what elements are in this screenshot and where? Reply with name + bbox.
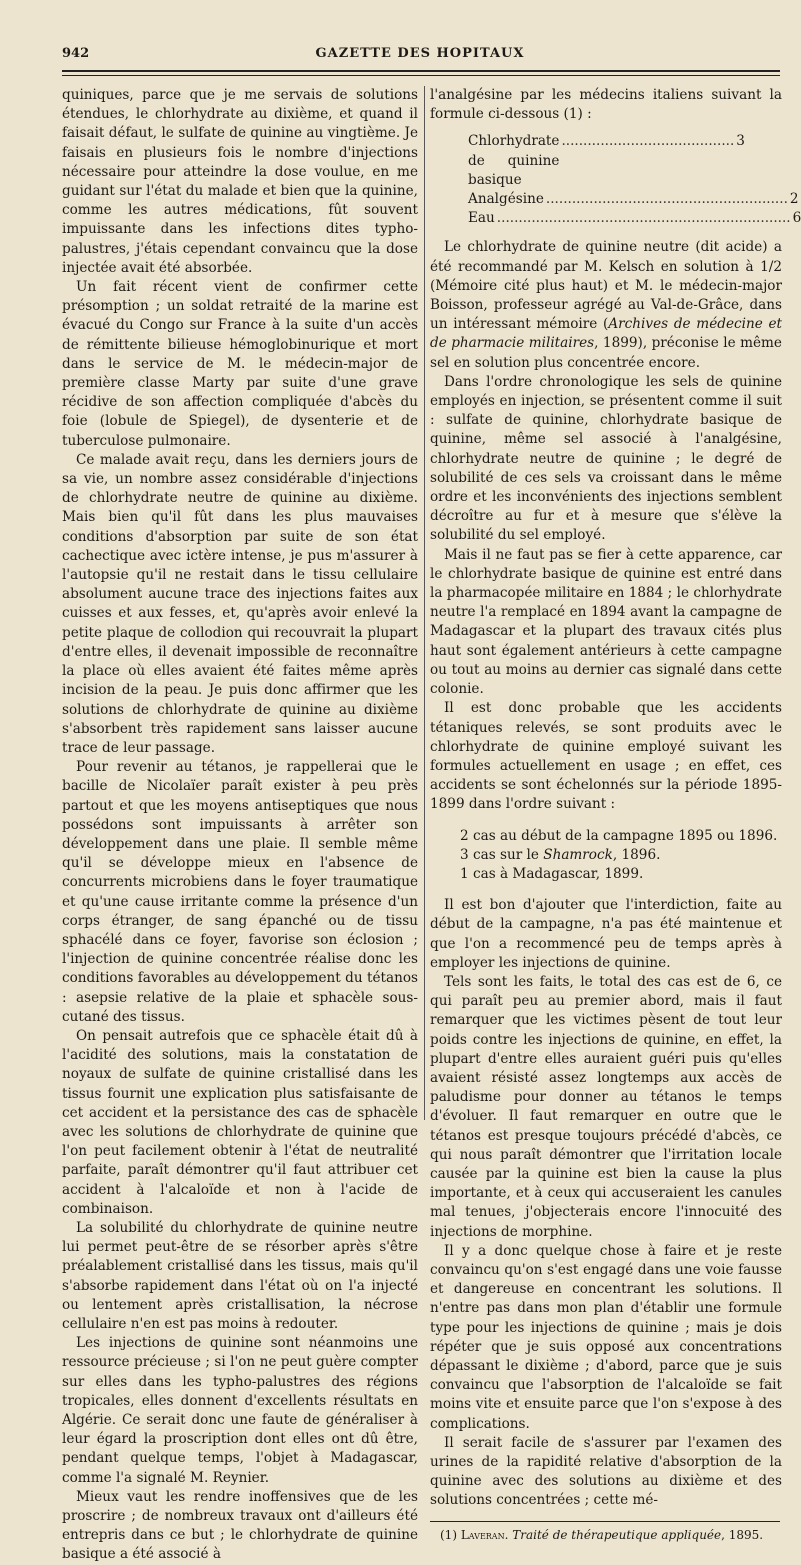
paragraph: Il est bon d'ajouter que l'interdiction, faite au début de la campagne, n'a pas été maintenue et que l'on a recommencé peu de temps après à employer les injections de quinine. xyxy=(430,897,782,971)
paragraph: Il serait facile de s'assurer par l'examen des urines de la rapidité relative d'absorption de la quinine avec des solutions au dixième et des solutions concentrées ; cette mé- xyxy=(430,1434,782,1509)
paragraph: Mieux vaut les rendre inoffensives que de les proscrire ; de nombreux travaux ont d'ailleurs été entrepris dans ce but ; le chlorhydrate de quinine basique a été associé à xyxy=(62,1488,418,1563)
paragraph: l'analgésine par les médecins italiens suivant la formule ci-dessous (1) : xyxy=(430,87,782,123)
text-run: 3 cas sur le xyxy=(460,846,544,863)
dot-leader: .................................................................... xyxy=(496,210,791,227)
left-column xyxy=(62,86,418,1565)
footnote-mark: (1) xyxy=(440,1527,461,1542)
formula-amount: 3 xyxy=(736,133,745,150)
paragraph: Pour revenir au tétanos, je rappellerai que le bacille de Nicolaïer paraît exister à peu près partout et que les moyens antiseptiques que nous possédons sont impuissants à arrêter son développement dans une plaie. Il semble même qu'il se développe mieux en l'absence de concurrents microbiens dans le foyer traumatique et qu'une cause irritante comme la présence d'un corps étranger, de sang épanché ou de tissu sphacélé dans ce foyer, favorise son éclosion ; l'injection de quinine concentrée réalise donc les conditions favorables au développement du tétanos : asepsie relative de la plaie et sphacèle sous-cutané des tissus. xyxy=(62,759,418,1025)
paragraph xyxy=(430,238,782,372)
running-title: GAZETTE DES HOPITAUX xyxy=(315,46,525,61)
formula-amount: 2 xyxy=(789,191,799,208)
footnote-year: , 1895. xyxy=(721,1527,764,1542)
paragraph: Un fait récent vient de confirmer cette présomption ; un soldat retraité de la marine est évacué du Congo sur France à la suite d'un accès de rémittente bilieuse hémoglobinurique et mort dans le service de M. le médecin-major de première classe Marty par suite d'une grave récidive de son affection compliquée d'abcès du foie (lobule de Spiegel), de dysenterie et de tuberculose pulmonaire. xyxy=(62,279,418,449)
paragraph: Il y a donc quelque chose à faire et je reste convaincu qu'on s'est engagé dans une voie fausse et dangereuse en concentrant les solutions. Il n'entre pas dans mon plan d'établir une formule type pour les injections de quinine ; mais je dois répéter que je suis opposé aux concentrations dépassant le dixième ; d'abord, parce que je suis convaincu que l'absorption de l'alcaloïde se fait moins vite et ensuite parce que l'on s'expose à des complications. xyxy=(430,1242,782,1432)
paragraph: Les injections de quinine sont néanmoins une ressource précieuse ; si l'on ne peut guère compter sur elles dans les typho-palustres des régions tropicales, elles donnent d'excellents résultats en Algérie. Ce serait donc une faute de généraliser à leur égard la proscription dont elles ont dû être, pendant quelque temps, l'objet à Madagascar, comme l'a signalé M. Reynier. xyxy=(62,1335,418,1486)
paragraph: Mais il ne faut pas se fier à cette apparence, car le chlorhydrate basique de quinine est entré dans la pharmacopée militaire en 1884 ; le chlorhydrate neutre l'a remplacé en 1894 avant la campagne de Madagascar et la plupart des travaux cités plus haut sont également antérieurs à cette campagne ou tout au moins au dernier cas signalé dans cette colonie. xyxy=(430,546,782,698)
case-item xyxy=(460,846,782,865)
page-number: 942 xyxy=(62,46,90,61)
formula-row xyxy=(468,132,744,190)
text-run: , 1899), préconise le même sel en solution plus concentrée encore. xyxy=(430,335,782,371)
header-rule-thin xyxy=(62,75,780,76)
formula-row xyxy=(468,190,799,209)
paragraph: quiniques, parce que je me servais de solutions étendues, le chlorhydrate au dixième, et quand il faisait défaut, le sulfate de quinine au vingtième. Je faisais en plusieurs fois le nombre d'injections nécessaire pour atteindre la dose voulue, en me guidant sur l'état du malade et bien que la quinine, comme les autres médications, fût souvent impuissante dans les infections dites typho-palustres, j'étais cependant convaincu que la dose injectée avait été absorbée. xyxy=(62,87,418,276)
formula xyxy=(468,132,801,228)
column-divider xyxy=(424,86,425,1120)
case-item: 1 cas à Madagascar, 1899. xyxy=(460,865,644,882)
footnote-author: Laveran. xyxy=(460,1527,509,1542)
footnote-rule xyxy=(430,1521,780,1522)
ship-name: Shamrock xyxy=(543,846,613,863)
formula-amount: 6 xyxy=(792,210,801,227)
header-rule xyxy=(62,70,780,72)
paragraph: Dans l'ordre chronologique les sels de quinine employés en injection, se présentent comme il suit : sulfate de quinine, chlorhydrate basique de quinine, même sel associé à l'analgésine, chlorhydrate neutre de quinine ; le degré de solubilité de ces sels va croissant dans le même ordre et les inconvénients des injections semblent décroître au fur et à mesure que s'élève la solubilité du sel employé. xyxy=(430,373,782,544)
case-list xyxy=(460,827,782,885)
page-header xyxy=(62,46,778,70)
text-run: Le chlorhydrate de quinine neutre (dit acide) a été recommandé par M. Kelsch en solution à 1/2 (Mémoire cité plus haut) et M. le médecin-major Boisson, professeur agrégé au Val-de-Grâce, dans un intéressant mémoire ( xyxy=(430,239,782,333)
paragraph: Il est donc probable que les accidents tétaniques relevés, se sont produits avec le chlorhydrate de quinine employé suivant les formules actuellement en usage ; en effet, ces accidents se sont échelonnés sur la période 1895-1899 dans l'ordre suivant : xyxy=(430,700,782,813)
paragraph: La solubilité du chlorhydrate de quinine neutre lui permet peut-être de se résorber après s'être préalablement cristallisé dans les tissus, mais qu'il s'absorbe rapidement dans l'état où on l'a injecté ou lentement après cristallisation, la nécrose cellulaire n'en est pas moins à redouter. xyxy=(62,1219,418,1332)
dot-leader: ........................................ xyxy=(561,133,735,150)
footnote xyxy=(430,1528,782,1543)
footnote-title: Traité de thérapeutique appliquée xyxy=(508,1527,722,1542)
formula-ingredient: Chlorhydrate de quinine basique xyxy=(468,133,560,188)
paragraph: On pensait autrefois que ce sphacèle était dû à l'acidité des solutions, mais la constatation de noyaux de sulfate de quinine cristallisé dans les tissus fournit une explication plus satisfaisante de cet accident et la persistance des cas de sphacèle avec les solutions de chlorhydrate de quinine que l'on peut facilement obtenir à l'état de neutralité parfaite, paraît démontrer qu'il faut attribuer cet accident à l'alcaloïde et non à l'acide de combinaison. xyxy=(62,1027,418,1217)
journal-title: Archives de médecine et de pharmacie militaires xyxy=(430,316,782,352)
formula-ingredient: Analgésine xyxy=(468,191,544,208)
paragraph: Ce malade avait reçu, dans les derniers jours de sa vie, un nombre assez considérable d'injections de chlorhydrate neutre de quinine au dixième. Mais bien qu'il fût dans les plus mauvaises conditions d'absorption par suite de son état cachectique avec ictère intense, je pus m'assurer à l'autopsie qu'il ne restait dans le tissu cellulaire absolument aucune trace des injections faites aux cuisses et aux fesses, et, qu'après avoir enlevé la petite plaque de collodion qui recouvrait la plupart d'entre elles, il devenait impossible de reconnaître la place où elles avaient été faites même après incision de la peau. Je puis donc affirmer que les solutions de chlorhydrate de quinine au dixième s'absorbent très rapidement sans laisser aucune trace de leur passage. xyxy=(62,451,418,756)
paragraph: Tels sont les faits, le total des cas est de 6, ce qui paraît peu au premier abord, mais il faut remarquer que les victimes pèsent de tout leur poids contre les injections de quinine, en effet, la plupart d'entre elles auraient guéri puis qu'elles avaient résisté assez longtemps aux accès de paludisme pour donner au tétanos le temps d'évoluer. Il faut remarquer en outre que le tétanos est presque toujours précédé d'abcès, ce qui nous paraît démontrer que l'irritation locale causée par la quinine est bien la cause la plus importante, et à ceux qui accuseraient les canules mal tenues, j'objecterais encore l'innocuité des injections de morphine. xyxy=(430,973,782,1240)
text-run: , 1896. xyxy=(612,846,661,863)
right-column xyxy=(430,86,801,1543)
formula-ingredient: Eau xyxy=(468,210,495,227)
case-item: 2 cas au début de la campagne 1895 ou 1896. xyxy=(460,827,778,844)
formula-row xyxy=(468,209,801,228)
dot-leader: ........................................................ xyxy=(545,191,788,208)
